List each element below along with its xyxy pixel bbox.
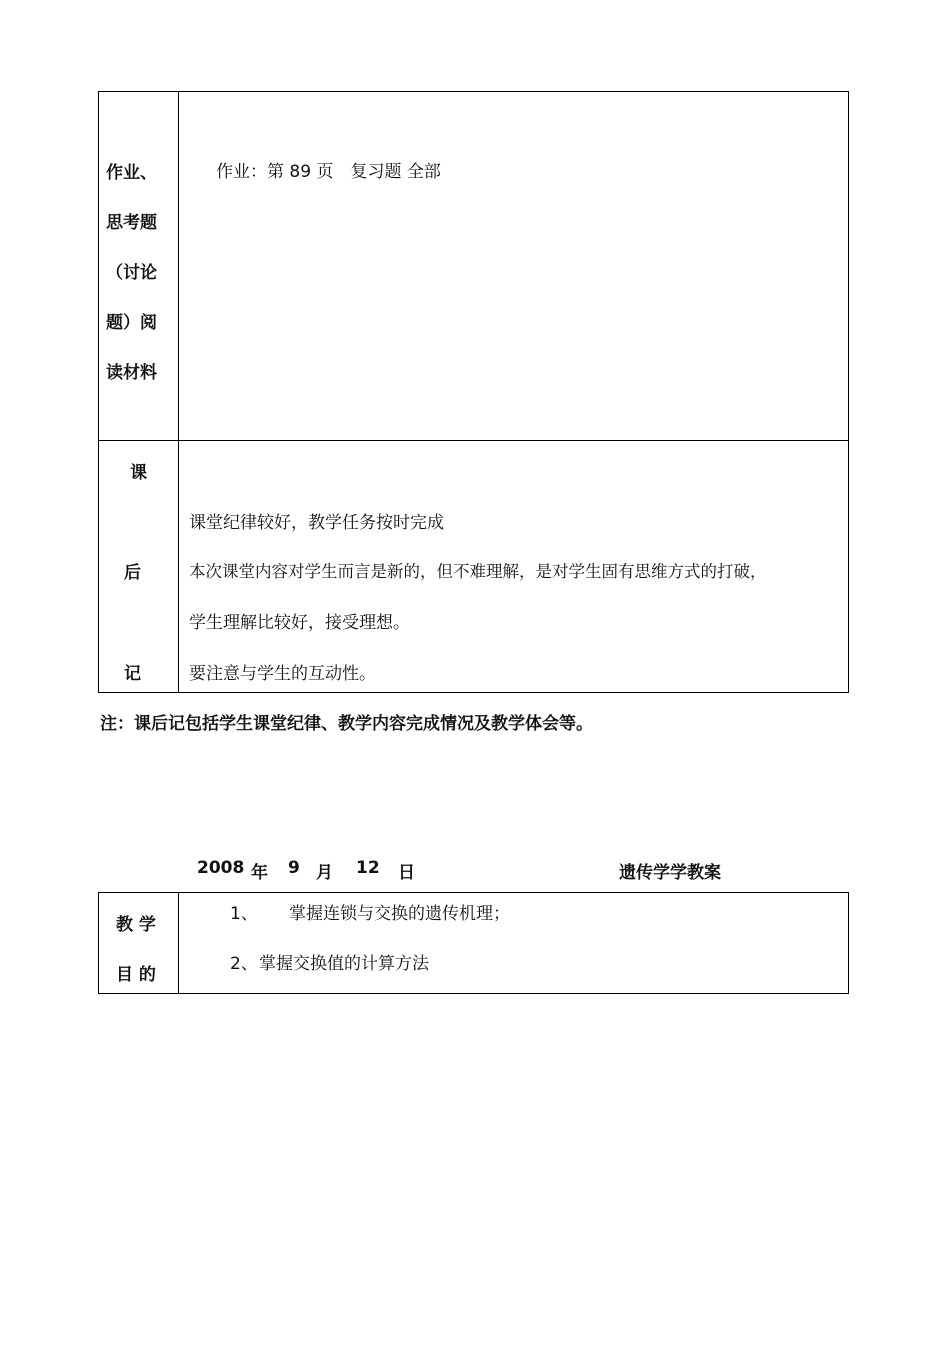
date-day-unit: 日 [398,863,415,883]
homework-label-line-3: （讨论 [106,263,157,283]
date-year: 2008 [197,858,245,878]
objectives-label-line-1: 教 学 [116,915,156,935]
homework-label-line-5: 读材料 [106,363,157,383]
afterclass-label-char-1: 课 [130,463,147,483]
afterclass-line-1: 课堂纪律较好，教学任务按时完成 [189,513,444,533]
afterclass-label-char-3: 记 [124,664,141,684]
lesson-plan-title: 遗传学学教案 [619,863,721,883]
objective-1-text: 掌握连锁与交换的遗传机理； [289,904,510,924]
homework-label-line-4: 题）阅 [106,313,157,333]
afterclass-line-2: 本次课堂内容对学生而言是新的，但不难理解，是对学生固有思维方式的打破， [189,562,767,581]
afterclass-label-char-2: 后 [124,563,141,583]
date-month: 9 [288,858,300,878]
table1-note: 注：课后记包括学生课堂纪律、教学内容完成情况及教学体会等。 [100,714,593,734]
objective-1-number: 1、 [230,904,258,924]
objective-2-text: 掌握交换值的计算方法 [259,954,429,974]
objective-2-number: 2、 [230,954,258,974]
homework-label-line-1: 作业、 [106,163,157,183]
objectives-label-line-2: 目 的 [116,965,156,985]
homework-label-line-2: 思考题 [106,213,157,233]
table1-row-divider [98,440,849,441]
afterclass-line-4: 要注意与学生的互动性。 [189,664,376,684]
date-day: 12 [356,858,380,878]
table1-column-divider [178,91,179,693]
date-month-unit: 月 [316,863,333,883]
table2-column-divider [178,892,179,994]
afterclass-line-3: 学生理解比较好，接受理想。 [189,613,410,633]
homework-content: 作业：第 89 页 复习题 全部 [216,162,441,182]
date-year-unit: 年 [251,863,268,883]
table-homework-afterclass [98,91,849,693]
